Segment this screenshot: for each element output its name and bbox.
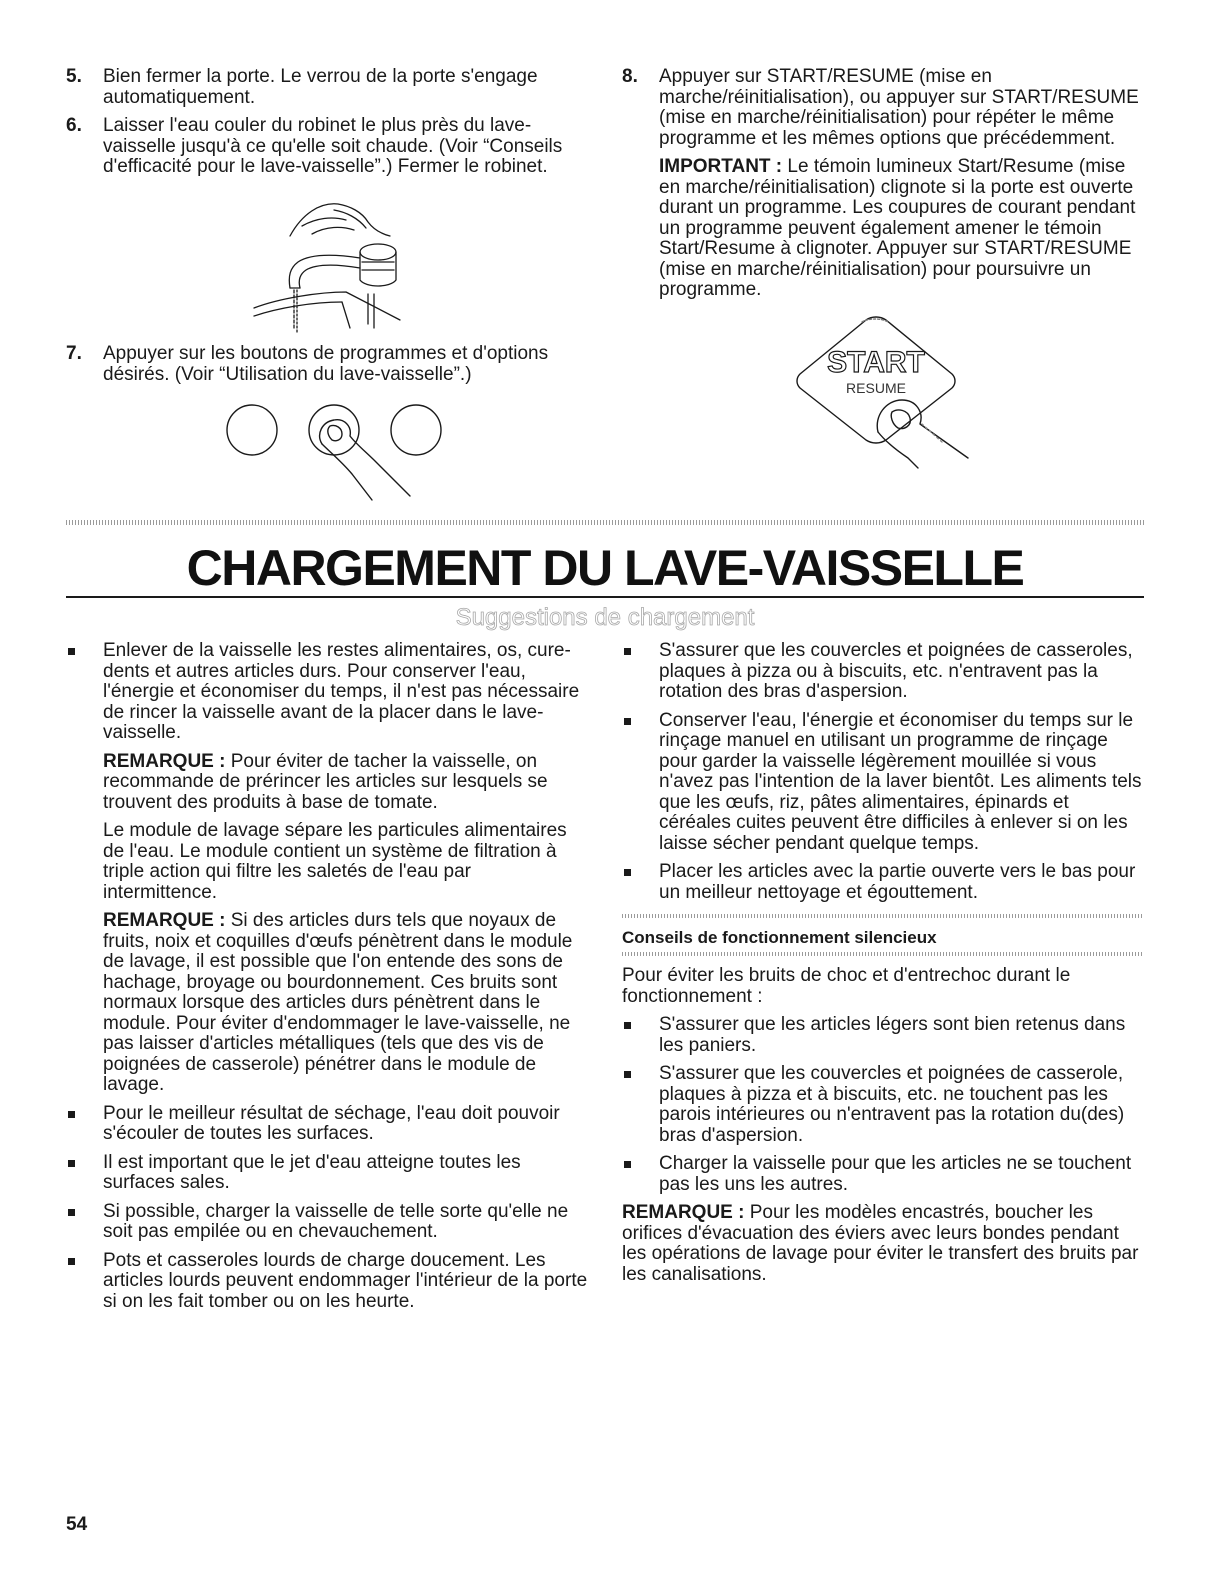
info-paragraph: Le module de lavage sépare les particules alimentaires de l'eau. Le module contient un système de filtration à triple action qui filtre les saletés de l'eau par intermittence. — [103, 820, 567, 903]
loading-suggestions-left — [66, 641, 588, 1320]
bullet-icon — [624, 1071, 631, 1078]
intro-paragraph: Pour éviter les bruits de choc et d'entrechoc durant le fonctionnement : — [622, 965, 1071, 1007]
faucet-illustration — [250, 196, 410, 334]
note-label: REMARQUE : — [622, 1202, 745, 1223]
note-label: REMARQUE : — [103, 910, 226, 931]
note-text: Si des articles durs tels que noyaux de fruits, noix et coquilles d'œufs pénètrent dans le module de lavage, il est possible que l'on entende des sons de hachage, broyage ou bourdonnement. Ces bruits sont normaux lorsque des articles durs pénètrent dans le module. Pour éviter d'endommager le lave-vaisselle, ne pas laisser d'articles métalliques (tels que des vis de poignées de casserole) pénétrer dans le module de lavage. — [103, 910, 573, 1095]
list-item-text: Placer les articles avec la partie ouverte vers le bas pour un meilleur nettoyage et égouttement. — [659, 861, 1136, 903]
step-8 — [622, 67, 1144, 149]
bullet-icon — [624, 718, 631, 725]
note-paragraph — [66, 911, 588, 1096]
step-text: Appuyer sur les boutons de programmes et d'options désirés. (Voir “Utilisation du lave-vaisselle”.) — [103, 343, 549, 385]
bullet-icon — [68, 648, 75, 655]
quiet-operation-tips — [622, 966, 1144, 1293]
bullet-icon — [624, 1161, 631, 1168]
important-note — [622, 157, 1144, 301]
list-item — [622, 862, 1144, 903]
list-item-text: Pots et casseroles lourds de charge doucement. Les articles lourds peuvent endommager l'intérieur de la porte si on les fait tomber ou on les heurte. — [103, 1249, 588, 1312]
bullet-icon — [624, 869, 631, 876]
note-paragraph — [66, 752, 588, 814]
list-item — [622, 1064, 1144, 1146]
section-subtitle: Suggestions de chargement — [455, 604, 755, 631]
loading-suggestions-right — [622, 641, 1144, 911]
step-number: 7. — [66, 343, 82, 364]
note-label: REMARQUE : — [103, 750, 226, 772]
list-item — [622, 711, 1144, 855]
bullet-icon — [624, 648, 631, 655]
start-resume-button-illustration — [792, 312, 982, 472]
important-text: Le témoin lumineux Start/Resume (mise en marche/réinitialisation) clignote si la porte est ouverte durant un programme. Les coupures de courant pendant un programme peuvent également amener le témoin Start/Resume à clignoter. Appuyer sur START/RESUME (mise en marche/réinitialisation) pour poursuivre un programme. — [659, 156, 1136, 300]
list-item — [66, 1153, 588, 1194]
bullet-icon — [68, 1258, 75, 1265]
bullet-icon — [68, 1111, 75, 1118]
option-button-circle — [227, 405, 277, 455]
list-item — [66, 641, 588, 744]
list-item — [66, 1251, 588, 1313]
list-item-text: Enlever de la vaisselle les restes alimentaires, os, cure-dents et autres articles durs. Pour conserver l'eau, l'énergie et économiser du temps, il n'est pas nécessaire de rincer la vaisselle avant de la placer dans le lave-vaisselle. — [103, 640, 580, 743]
top-left-column — [66, 67, 588, 186]
page-title: CHARGEMENT DU LAVE-VAISSELLE — [186, 540, 1024, 596]
bullet-icon — [624, 1022, 631, 1029]
list-item-text: Charger la vaisselle pour que les articles ne se touchent pas les uns les autres. — [659, 1153, 1132, 1195]
note-paragraph — [622, 1203, 1144, 1285]
step-7-block — [66, 344, 588, 393]
title-hatch-divider — [66, 520, 1144, 525]
bullet-icon — [68, 1209, 75, 1216]
list-item — [622, 1154, 1144, 1195]
step-6 — [66, 116, 588, 178]
title-rule — [66, 596, 1144, 598]
option-buttons-illustration — [226, 396, 442, 504]
note-text: Pour éviter de tacher la vaisselle, on recommande de prérincer les articles sur lesquels se trouvent des produits à base de tomate. — [103, 750, 548, 813]
step-5 — [66, 67, 588, 108]
section-hatch-bottom — [622, 952, 1144, 956]
step-text: Bien fermer la porte. Le verrou de la porte s'engage automatiquement. — [103, 66, 538, 108]
list-item-text: Si possible, charger la vaisselle de telle sorte qu'elle ne soit pas empilée ou en chevauchement. — [103, 1200, 569, 1242]
section-hatch-top — [622, 914, 1144, 918]
important-label: IMPORTANT : — [659, 156, 783, 177]
list-item-text: Pour le meilleur résultat de séchage, l'eau doit pouvoir s'écouler de toutes les surfaces. — [103, 1102, 560, 1144]
list-item-text: Conserver l'eau, l'énergie et économiser du temps sur le rinçage manuel en utilisant un programme de rinçage pour garder la vaisselle légèrement mouillée si vous n'avez pas l'intention de la laver bientôt. Les aliments tels que les œufs, riz, pâtes alimentaires, épinards et céréales cuites peuvent être difficiles à enlever si on les laisse sécher pendant quelque temps. — [659, 709, 1142, 854]
top-right-column — [622, 67, 1144, 301]
resume-label: RESUME — [846, 380, 906, 396]
page-number: 54 — [66, 1514, 88, 1535]
quiet-operation-heading: Conseils de fonctionnement silencieux — [622, 928, 937, 947]
list-item-text: S'assurer que les couvercles et poignées de casserole, plaques à pizza et à biscuits, etc. ne touchent pas les parois intérieures ou n'entravent pas la rotation du(des) bras d'aspersion. — [659, 1063, 1125, 1146]
start-label: START — [827, 346, 925, 379]
list-item — [66, 1202, 588, 1243]
option-button-circle — [309, 405, 359, 455]
step-number: 5. — [66, 66, 82, 87]
step-text: Laisser l'eau couler du robinet le plus près du lave-vaisselle jusqu'à ce qu'elle soit chaude. (Voir “Conseils d'efficacité pour le lave-vaisselle”.) Fermer le robinet. — [103, 115, 563, 177]
list-item-text: S'assurer que les couvercles et poignées de casseroles, plaques à pizza ou à biscuits, etc. n'entravent pas la rotation des bras d'aspersion. — [659, 640, 1133, 702]
step-7 — [66, 344, 588, 385]
list-item-text: Il est important que le jet d'eau atteigne toutes les surfaces sales. — [103, 1151, 521, 1193]
list-item-text: S'assurer que les articles légers sont bien retenus dans les paniers. — [659, 1014, 1126, 1056]
step-number: 6. — [66, 115, 82, 136]
step-text: Appuyer sur START/RESUME (mise en marche/réinitialisation), ou appuyer sur START/RESUME (mise en marche/réinitialisation) pour répéter le même programme et les mêmes options que précédemment. — [659, 66, 1139, 149]
list-item — [66, 1104, 588, 1145]
bullet-icon — [68, 1160, 75, 1167]
list-item — [622, 1015, 1144, 1056]
note-text: Pour les modèles encastrés, boucher les orifices d'évacuation des éviers avec leurs bondes pendant les opérations de lavage pour éviter le transfert des bruits par les canalisations. — [622, 1202, 1139, 1285]
step-number: 8. — [622, 66, 638, 87]
list-item — [622, 641, 1144, 703]
option-button-circle — [391, 405, 441, 455]
